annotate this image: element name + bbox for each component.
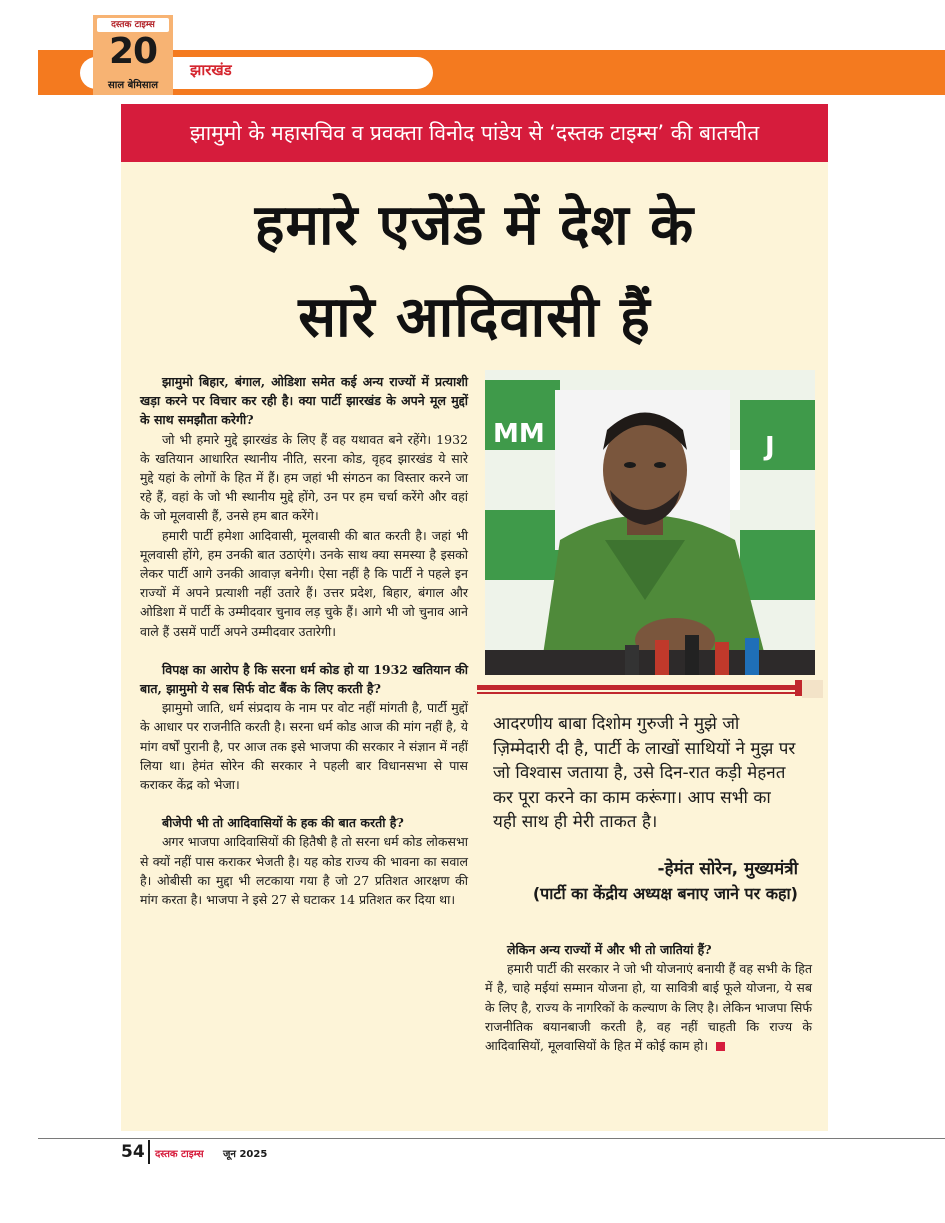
answer-2: झामुमो जाति, धर्म संप्रदाय के नाम पर वोट नहीं मांगती है, पार्टी मुद्दों के आधार पर राजनीति करती है। सरना धर्म कोड आज की मांग नहीं है, ये मांग वर्षों पुरानी है, पर आज तक इसे भाजपा की सरकार ने संज्ञान में नहीं लिया था। हेमंत सोरेन की सरकार ने पहली बार विधानसभा से पास कराकर केंद्र को भेजा। [140, 700, 468, 793]
photo-accent-strip [477, 680, 823, 700]
end-mark-icon [716, 1042, 725, 1051]
section-label: झारखंड [190, 61, 232, 79]
logo-number: 20 [108, 31, 158, 72]
footer-rule [38, 1138, 945, 1139]
svg-text:J: J [765, 432, 775, 462]
question-4: लेकिन अन्य राज्यों में और भी तो जातियां हैं? [507, 942, 712, 957]
article-headline [121, 180, 828, 364]
question-3: बीजेपी भी तो आदिवासियों के हक की बात करती है? [162, 815, 404, 831]
footer-divider [148, 1140, 150, 1164]
logo-tagline: साल बेमिसाल [107, 80, 159, 91]
pull-quote: आदरणीय बाबा दिशोम गुरुजी ने मुझे जो ज़िम्मेदारी दी है, पार्टी के लाखों साथियों ने मुझ पर जो विश्वास जताया है, उसे दिन-रात कड़ी मेहनत कर पूरा करने का काम करूंगा। आप सभी का यही साथ ही मेरी ताकत है। [493, 714, 796, 832]
footer-brand: दस्तक टाइम्स [155, 1149, 204, 1160]
answer-4: हमारी पार्टी की सरकार ने जो भी योजनाएं बनायी हैं वह सभी के हित में है, चाहे मईयां सम्मान योजना हो, या सावित्री बाई फूले योजना, ये सब के लिए है, राज्य के नागरिकों के कल्याण के लिए है। लेकिन भाजपा सिर्फ राजनीतिक बयानबाजी करती है, वह नहीं चाहती कि राज्य के आदिवासियों, मूलवासियों के हित में कोई काम हो। [485, 961, 813, 1054]
anniversary-logo [93, 15, 173, 95]
speaker-photo [485, 370, 815, 675]
logo-brand: दस्तक टाइम्स [97, 18, 169, 32]
footer-date: जून 2025 [223, 1149, 268, 1160]
headline-line-2: सारे आदिवासी हैं [298, 285, 651, 350]
answer-1-para-2: हमारी पार्टी हमेशा आदिवासी, मूलवासी की बात करती है। जहां भी मूलवासी होंगे, हम उनकी बात उठाएंगे। उनके साथ क्या समस्या है इसको लेकर पार्टी आगे उनकी आवाज़ बनेगी। ऐसा नहीं है कि पार्टी ने पहले इन राज्यों में अपने प्रत्याशी नहीं उतारे हैं। उत्तर प्रदेश, बिहार, बंगाल और ओडिशा में पार्टी के उम्मीदवार चुनाव लड़ चुके हैं। आगे भी जो चुनाव आने वाले हैं उसमें पार्टी अपने उम्मीदवार उतारेगी। [140, 527, 468, 639]
answer-1-para-1: जो भी हमारे मुद्दे झारखंड के लिए हैं वह यथावत बने रहेंगे। 1932 के खतियान आधारित स्थानीय नीति, सरना कोड, वृहद झारखंड ये सारे मुद्दे यहां के लोगों के हित में हैं। हम जहां भी संगठन का विस्तार करने जा रहे हैं, वहां के जो भी स्थानीय मुद्दे होंगे, उन पर हम चर्चा करेंगे और वहां के जो मूलवासी हैं, उनसे हम बात करेंगे। [140, 431, 468, 524]
quote-context: (पार्टी का केंद्रीय अध्यक्ष बनाए जाने पर कहा) [532, 884, 798, 903]
right-column [485, 940, 812, 1055]
article-kicker: झामुमो के महासचिव व प्रवक्ता विनोद पांडेय से ‘दस्तक टाइम्स’ की बातचीत [121, 104, 828, 162]
page-number: 54 [121, 1142, 145, 1162]
quote-attribution: -हेमंत सोरेन, मुख्यमंत्री [657, 859, 798, 879]
left-column [140, 372, 468, 909]
headline-line-1: हमारे एजेंडे में देश के [254, 193, 695, 258]
answer-3: अगर भाजपा आदिवासियों की हितैषी है तो सरना धर्म कोड लोकसभा से क्यों नहीं पास कराकर भेजती है। यह कोड राज्य की भावना का सवाल है। ओबीसी का मुद्दा भी लटकाया गया है जो 27 प्रतिशत आरक्षण की मांग करता है। भाजपा ने इसे 27 से घटाकर 14 प्रतिशत कर दिया था। [140, 834, 468, 908]
answer-4-para [485, 959, 812, 1055]
svg-text:MM: MM [493, 419, 545, 449]
question-2: विपक्ष का आरोप है कि सरना धर्म कोड हो या 1932 खतियान की बात, झामुमो ये सब सिर्फ वोट बैंक के लिए करती है? [140, 661, 468, 697]
question-1: झामुमो बिहार, बंगाल, ओडिशा समेत कई अन्य राज्यों में प्रत्याशी खड़ा करने पर विचार कर रही है। क्या पार्टी झारखंड के अपने मूल मुद्दों के साथ समझौता करेगी? [140, 374, 468, 428]
